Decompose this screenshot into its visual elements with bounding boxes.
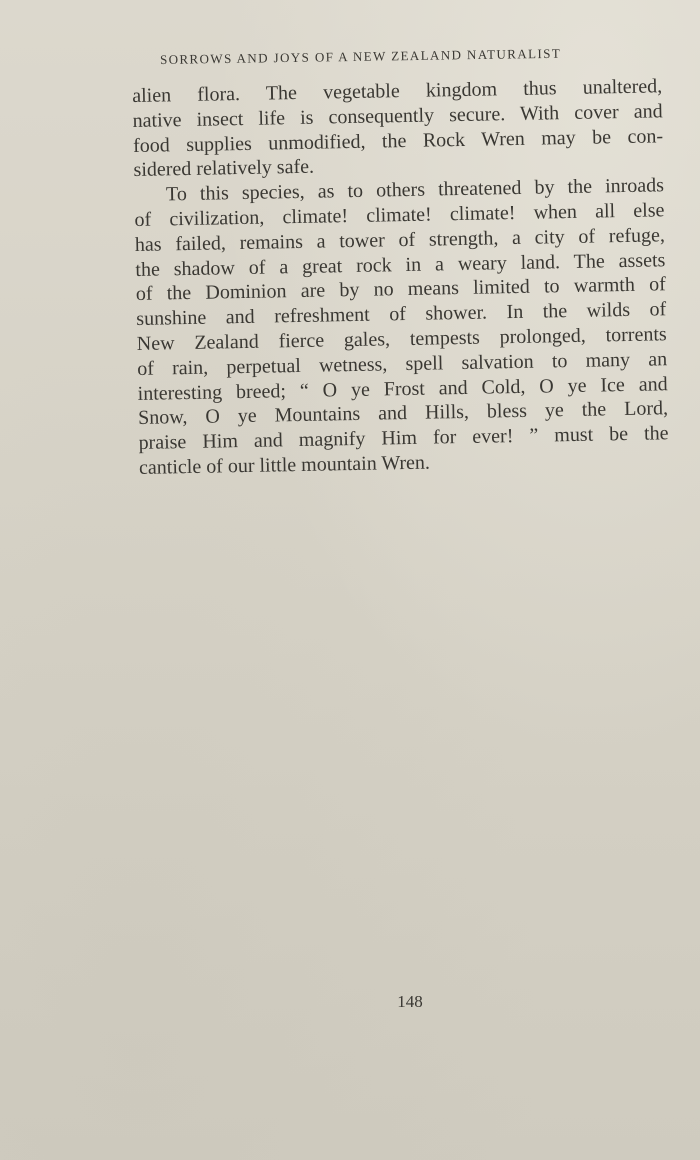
text-line: sidered relatively safe.: [133, 156, 315, 182]
text-line: of civilization, climate! climate! climate! when all else: [134, 199, 665, 231]
text-line: canticle of our little mountain Wren.: [138, 451, 431, 479]
text-line: To this species, as to others threatened by the inroads: [165, 174, 665, 206]
text-line: the shadow of a great rock in a weary land. The assets: [135, 248, 666, 281]
text-line: Snow, O ye Mountains and Hills, bless ye the Lord,: [137, 397, 669, 430]
paragraph-2: [134, 173, 669, 480]
text-line: food supplies unmodified, the Rock Wren may be con-: [132, 124, 664, 157]
text-line: of rain, perpetual wetness, spell salvation to many an: [137, 348, 668, 380]
body-text: [132, 74, 669, 480]
paragraph-1: [132, 74, 664, 183]
text-line: alien flora. The vegetable kingdom thus unaltered,: [132, 75, 663, 107]
text-line: has failed, remains a tower of strength, a city of refuge,: [134, 224, 666, 256]
text-line: New Zealand fierce gales, tempests prolonged, torrents: [136, 323, 667, 355]
text-line: sunshine and refreshment of shower. In the wilds of: [136, 298, 667, 331]
text-line: interesting breed; “ O ye Frost and Cold, O ye Ice and: [137, 372, 668, 405]
text-line: native insect life is consequently secure. With cover and: [132, 100, 663, 132]
page-number: 148: [397, 992, 423, 1011]
text-line: praise Him and magnify Him for ever! ” must be the: [138, 422, 669, 455]
text-line: of the Dominion are by no means limited to warmth of: [135, 273, 666, 306]
running-header: SORROWS AND JOYS OF A NEW ZEALAND NATURALIST: [159, 45, 562, 67]
